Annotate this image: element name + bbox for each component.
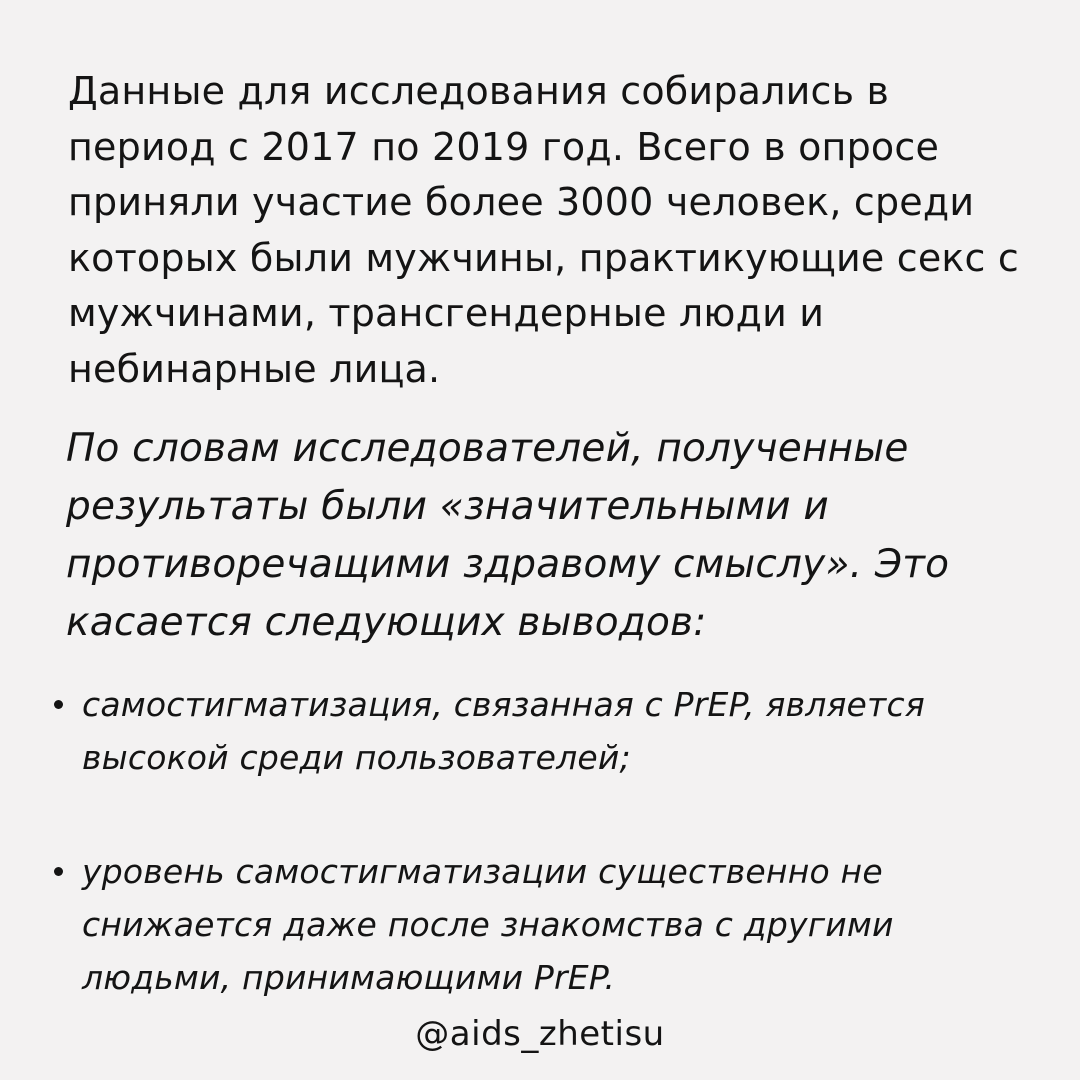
finding-text: уровень самостигматизации существенно не снижается даже после знакомства с другими людьми, принимающими PrEP. [82, 852, 894, 997]
findings-list [50, 678, 1040, 1004]
finding-item [50, 678, 1040, 784]
account-handle: @aids_zhetisu [415, 1014, 665, 1054]
finding-text: самостигматизация, связанная с PrEP, является высокой среди пользователей; [82, 685, 925, 777]
intro-paragraph: Данные для исследования собирались в период с 2017 по 2019 год. Всего в опросе приняли участие более 3000 человек, среди которых были мужчины, практикующие секс с мужчинами, трансгендерные люди и небинарные лица. [68, 69, 1020, 391]
researchers-quote: По словам исследователей, полученные результаты были «значительными и противоречащими здравому смыслу». Это касается следующих выводов: [66, 426, 950, 645]
bullet-dot-icon [54, 867, 63, 876]
bullet-dot-icon [54, 700, 63, 709]
finding-item [50, 845, 1040, 1004]
